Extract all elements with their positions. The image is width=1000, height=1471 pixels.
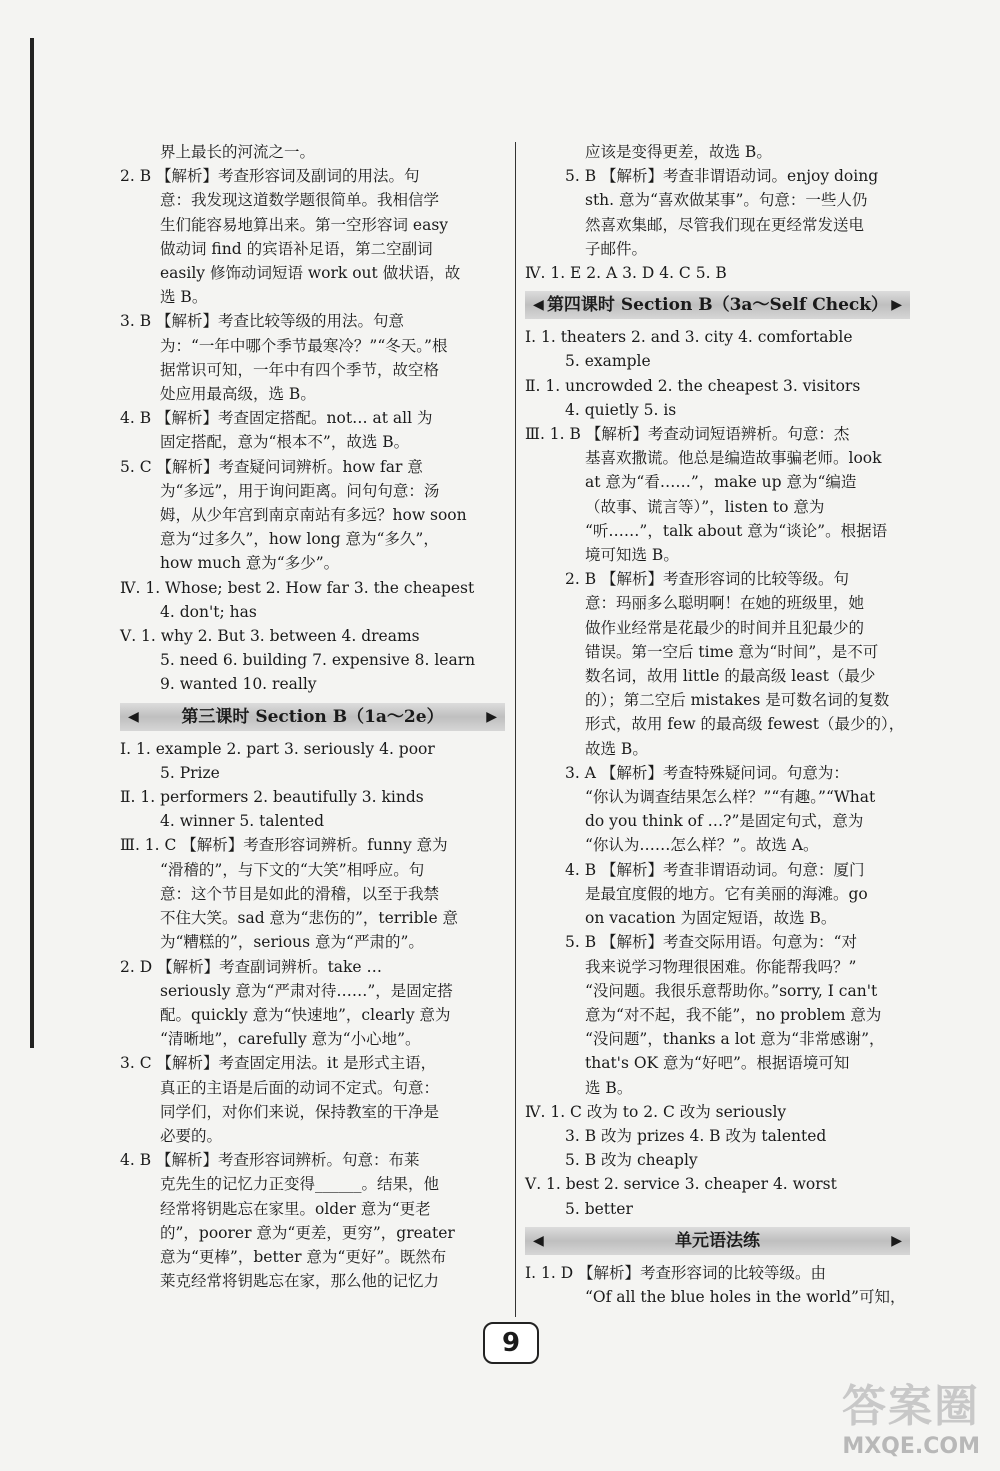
arrow-left-icon: ◀: [533, 1232, 544, 1249]
text-line: 5. C 【解析】考查疑问词辨析。how far 意: [120, 457, 423, 476]
text-line: 做动词 find 的宾语补足语，第二空副词: [160, 239, 433, 258]
watermark-text: 答案圈: [842, 1381, 980, 1432]
text-line: 克先生的记忆力正变得______。结果，他: [160, 1175, 440, 1194]
section-title: 第四课时 Section B（3a～Self Check）: [546, 295, 889, 316]
column-divider: [515, 142, 516, 1317]
text-line: Ⅰ. 1. D 【解析】考查形容词的比较等级。由: [525, 1263, 827, 1282]
section-header: [120, 703, 505, 731]
text-line: 3. C 【解析】考查固定用法。it 是形式主语，: [120, 1054, 437, 1073]
text-line: “滑稽的”，与下文的“大笑”相呼应。句: [160, 860, 425, 879]
text-line: seriously 意为“严肃对待……”，是固定搭: [160, 981, 453, 1000]
text-line: 4. quietly 5. is: [565, 400, 677, 419]
section-title: 单元语法练: [675, 1230, 760, 1251]
section-title: 第三课时 Section B（1a～2e）: [181, 706, 444, 727]
text-line: 为：“一年中哪个季节最寒冷？”“冬天。”根: [160, 336, 448, 355]
text-line: 意：玛丽多么聪明啊！在她的班级里，她: [585, 594, 865, 613]
text-line: at 意为“看……”，make up 意为“编造: [585, 473, 857, 492]
arrow-left-icon: ◀: [128, 708, 139, 725]
text-line: Ⅰ. 1. example 2. part 3. seriously 4. poor: [120, 739, 435, 758]
left-column: [120, 140, 505, 1293]
text-line: easily 修饰动词短语 work out 做状语，故: [160, 264, 461, 283]
text-line: Ⅱ. 1. uncrowded 2. the cheapest 3. visitors: [525, 376, 861, 395]
text-line: 2. B 【解析】考查形容词的比较等级。句: [565, 570, 850, 589]
text-line: 经常将钥匙忘在家里。older 意为“更老: [160, 1199, 431, 1218]
text-line: 2. D 【解析】考查副词辨析。take …: [120, 957, 383, 976]
text-line: 配。quickly 意为“快速地”，clearly 意为: [160, 1005, 451, 1024]
text-line: do you think of …?”是固定句式，意为: [585, 812, 864, 831]
watermark: [842, 1370, 980, 1459]
text-line: “你认为……怎么样？”。故选 A。: [585, 836, 819, 855]
section-header: [525, 291, 910, 319]
text-line: 意为“过多久”，how long 意为“多久”，: [160, 530, 439, 549]
text-line: 5. B 改为 cheaply: [565, 1151, 698, 1170]
text-line: 故选 B。: [585, 739, 648, 758]
text-line: Ⅲ. 1. B 【解析】考查动词短语辨析。句意：杰: [525, 425, 850, 444]
text-line: 4. winner 5. talented: [160, 812, 325, 831]
text-line: 为“糟糕的”，serious 意为“严肃的”。: [160, 933, 424, 952]
text-line: “没问题”，thanks a lot 意为“非常感谢”，: [585, 1030, 885, 1049]
text-line: 真正的主语是后面的动词不定式。句意：: [160, 1078, 440, 1097]
text-line: Ⅳ. 1. C 改为 to 2. C 改为 seriously: [525, 1102, 787, 1121]
text-line: 4. don't; has: [160, 602, 257, 621]
text-line: “没问题。我很乐意帮助你。”sorry, I can't: [585, 981, 878, 1000]
text-line: on vacation 为固定短语，故选 B。: [585, 909, 837, 928]
text-line: 必要的。: [160, 1126, 223, 1145]
text-line: Ⅱ. 1. performers 2. beautifully 3. kinds: [120, 788, 424, 807]
page-number: 9: [483, 1322, 539, 1364]
text-line: 3. B 改为 prizes 4. B 改为 talented: [565, 1126, 827, 1145]
text-line: “Of all the blue holes in the world”可知，: [585, 1287, 906, 1306]
text-line: 应该是变得更差，故选 B。: [585, 143, 772, 161]
text-line: 固定搭配，意为“根本不”，故选 B。: [160, 433, 410, 452]
text-line: 为“多远”，用于询问距离。问句句意：汤: [160, 481, 440, 500]
text-line: 选 B。: [160, 288, 208, 307]
text-line: 境可知选 B。: [585, 546, 679, 565]
text-line: 2. B 【解析】考查形容词及副词的用法。句: [120, 167, 420, 186]
text-line: （故事、谎言等）”，listen to 意为: [585, 497, 825, 516]
text-line: 不住大笑。sad 意为“悲伤的”，terrible 意: [160, 909, 459, 928]
text-line: 5. B 【解析】考查交际用语。句意为：“对: [565, 933, 857, 952]
right-column: [525, 140, 910, 1309]
text-line: 9. wanted 10. really: [160, 675, 317, 694]
text-line: 5. B 【解析】考查非谓语动词。enjoy doing: [565, 167, 879, 186]
text-line: Ⅴ. 1. best 2. service 3. cheaper 4. worst: [525, 1175, 837, 1194]
text-line: “听……”，talk about 意为“谈论”。根据语: [585, 521, 888, 540]
text-line: 姆，从少年宫到南京南站有多远？how soon: [160, 506, 467, 525]
arrow-right-icon: ▶: [486, 708, 497, 725]
text-line: 同学们，对你们来说，保持教室的干净是: [160, 1102, 440, 1121]
text-line: 意为“对不起，我不能”，no problem 意为: [585, 1005, 882, 1024]
text-line: “清晰地”，carefully 意为“小心地”。: [160, 1030, 421, 1049]
text-line: Ⅳ. 1. Whose; best 2. How far 3. the cheapest: [120, 578, 475, 597]
text-line: 基喜欢撒谎。他总是编造故事骗老师。look: [585, 449, 882, 468]
arrow-right-icon: ▶: [891, 297, 902, 314]
text-line: 的”，poorer 意为“更差，更穷”，greater: [160, 1223, 455, 1242]
text-line: how much 意为“多少”。: [160, 554, 340, 573]
text-line: 5. better: [565, 1199, 633, 1218]
text-line: 3. A 【解析】考查特殊疑问词。句意为：: [565, 763, 849, 782]
text-line: 5. need 6. building 7. expensive 8. learn: [160, 651, 476, 670]
text-line: 意为“更棒”，better 意为“更好”。既然布: [160, 1247, 447, 1266]
text-line: 做作业经常是花最少的时间并且犯最少的: [585, 618, 865, 637]
watermark-url: MXQE.COM: [842, 1434, 980, 1459]
arrow-right-icon: ▶: [891, 1232, 902, 1249]
text-line: 3. B 【解析】考查比较等级的用法。句意: [120, 312, 405, 331]
text-line: 5. Prize: [160, 763, 220, 782]
text-line: “你认为调查结果怎么样？”“有趣。”“What: [585, 788, 876, 807]
text-line: Ⅳ. 1. E 2. A 3. D 4. C 5. B: [525, 264, 727, 283]
text-line: 的）；第二空后 mistakes 是可数名词的复数: [585, 691, 890, 710]
text-line: 意：我发现这道数学题很简单。我相信学: [160, 191, 440, 210]
section-header: [525, 1227, 910, 1255]
text-line: 形式，故用 few 的最高级 fewest（最少的），: [585, 715, 905, 734]
text-line: 选 B。: [585, 1078, 633, 1097]
page-edge: [30, 38, 34, 1048]
text-line: 4. B 【解析】考查形容词辨析。句意：布莱: [120, 1151, 420, 1170]
text-line: 然喜欢集邮，尽管我们现在更经常发送电: [585, 215, 865, 234]
text-line: 莱克经常将钥匙忘在家，那么他的记忆力: [160, 1272, 440, 1291]
text-line: Ⅰ. 1. theaters 2. and 3. city 4. comfortable: [525, 328, 853, 347]
text-line: 处应用最高级，选 B。: [160, 385, 316, 404]
text-line: that's OK 意为“好吧”。根据语境可知: [585, 1054, 850, 1073]
text-line: 界上最长的河流之一。: [160, 143, 316, 161]
text-line: 子邮件。: [585, 239, 648, 258]
text-line: 意：这个节目是如此的滑稽，以至于我禁: [160, 884, 440, 903]
text-line: 错误。第一空后 time 意为“时间”，是不可: [585, 642, 879, 661]
text-line: Ⅴ. 1. why 2. But 3. between 4. dreams: [120, 627, 420, 646]
arrow-left-icon: ◀: [533, 297, 544, 314]
text-line: 4. B 【解析】考查非谓语动词。句意：厦门: [565, 860, 865, 879]
text-line: Ⅲ. 1. C 【解析】考查形容词辨析。funny 意为: [120, 836, 448, 855]
text-line: 是最宜度假的地方。它有美丽的海滩。go: [585, 884, 868, 903]
text-line: 5. example: [565, 352, 651, 371]
text-line: 数名词，故用 little 的最高级 least（最少: [585, 667, 876, 686]
text-line: 4. B 【解析】考查固定搭配。not… at all 为: [120, 409, 433, 428]
text-line: 据常识可知，一年中有四个季节，故空格: [160, 360, 440, 379]
text-line: 生们能容易地算出来。第一空形容词 easy: [160, 215, 449, 234]
text-line: sth. 意为“喜欢做某事”。句意：一些人仍: [585, 191, 868, 210]
text-line: 我来说学习物理很困难。你能帮我吗？”: [585, 957, 857, 976]
